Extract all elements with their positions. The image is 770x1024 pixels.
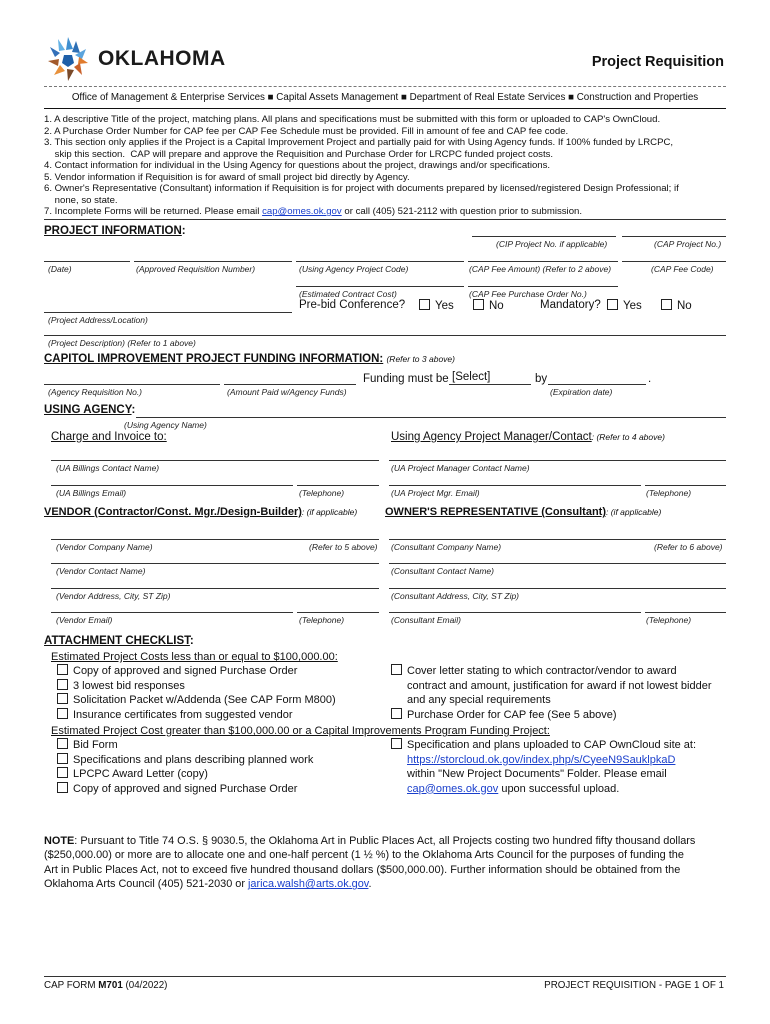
funding-refer: (Refer to 3 above) [386, 354, 455, 364]
group1-item-1-checkbox[interactable] [57, 664, 68, 675]
amount-paid-field[interactable] [224, 384, 356, 385]
vendor-refer-caption: (Refer to 5 above) [309, 542, 378, 552]
owner-rep-heading [385, 506, 661, 518]
consultant-address-caption: (Consultant Address, City, ST Zip) [391, 591, 520, 601]
cip-project-no-caption: (CIP Project No. if applicable) [496, 239, 608, 249]
group1-right-item-1[interactable] [391, 664, 677, 679]
vendor-company-caption: (Vendor Company Name) [56, 542, 153, 552]
po-cap-fee-label: Purchase Order for CAP fee (See 5 above) [407, 708, 617, 721]
project-address-caption: (Project Address/Location) [48, 315, 148, 325]
group1-item-2-checkbox[interactable] [57, 679, 68, 690]
pm-email-field[interactable] [389, 485, 641, 486]
billing-telephone-caption: (Telephone) [299, 488, 345, 498]
date-caption: (Date) [48, 264, 72, 274]
attachment-colon: : [189, 635, 194, 647]
prebid-no-option[interactable] [473, 299, 504, 312]
instruction-4: 4. Contact information for individual in the Using Agency for questions about the project, drawings and/or specifications. [44, 160, 551, 171]
pm-contact-title: Using Agency Project Manager/Contact [391, 431, 592, 443]
consultant-address-field[interactable] [389, 588, 726, 589]
group1-item-3[interactable] [57, 693, 336, 708]
owncloud-upload-checkbox[interactable] [391, 738, 402, 749]
vendor-applicable: : (if applicable) [301, 507, 358, 517]
cap-fee-amount-field[interactable] [468, 261, 618, 262]
group1-item-4-checkbox[interactable] [57, 708, 68, 719]
vendor-heading [44, 506, 357, 518]
funding-select-dropdown[interactable] [449, 370, 531, 385]
group1-item-1[interactable] [57, 664, 297, 679]
instruction-3: 3. This section only applies if the Project is a Capital Improvement Project and partially paid for with Using Agency funds. If 100% funded by LRCPC, [44, 137, 674, 148]
cap-fee-code-field[interactable] [622, 261, 726, 262]
agency-project-code-caption: (Using Agency Project Code) [299, 264, 409, 274]
instruction-1: 1. A descriptive Title of the project, matching plans. All plans and specifications must be submitted with this form or uploaded to CAP's OwnCloud. [44, 114, 661, 125]
project-description-caption: (Project Description) (Refer to 1 above) [48, 338, 196, 348]
group2-item-4[interactable] [57, 782, 297, 797]
funding-title: CAPITOL IMPROVEMENT PROJECT FUNDING INFORMATION: [44, 353, 384, 365]
group2-item-2-checkbox[interactable] [57, 753, 68, 764]
note-line-4-text: Oklahoma Arts Council (405) 521-2030 or [44, 878, 249, 891]
owncloud-line-3: within "New Project Documents" Folder. Please email [407, 768, 667, 780]
logo-star-icon [42, 35, 94, 83]
group1-item-1-label: Copy of approved and signed Purchase Order [73, 665, 298, 677]
group2-item-4-checkbox[interactable] [57, 782, 68, 793]
cap-fee-amount-caption: (CAP Fee Amount) (Refer to 2 above) [469, 264, 612, 274]
agency-project-code-field[interactable] [296, 261, 464, 262]
vendor-address-caption: (Vendor Address, City, ST Zip) [56, 591, 171, 601]
vendor-telephone-field[interactable] [297, 612, 379, 613]
arts-email-link[interactable]: jarica.walsh@arts.ok.gov [248, 878, 369, 891]
vendor-title: VENDOR (Contractor/Const. Mgr./Design-Builder) [44, 506, 302, 518]
group2-item-4-label: Copy of approved and signed Purchase Order [73, 782, 298, 795]
group1-title: Estimated Project Costs less than or equal to $100,000.00: [51, 651, 338, 663]
using-agency-heading [44, 404, 135, 416]
agency-requisition-caption: (Agency Requisition No.) [48, 387, 143, 397]
amount-paid-caption: (Amount Paid w/Agency Funds) [227, 387, 347, 397]
consultant-email-field[interactable] [389, 612, 641, 613]
project-description-field[interactable] [44, 335, 726, 336]
attachment-title: ATTACHMENT CHECKLIST [44, 635, 190, 647]
prebid-yes-checkbox[interactable] [419, 299, 430, 310]
logo-text: OKLAHOMA [98, 47, 226, 70]
group1-right-item-2[interactable] [391, 708, 617, 723]
group2-title: Estimated Project Cost greater than $100,000.00 or a Capital Improvements Program Funding Project: [51, 725, 550, 737]
note-line-2: ($250,000.00) or more are to allocate one and one-half percent (1 ½ %) to the Oklahoma Arts Council for the purposes of funding the [44, 849, 684, 862]
funding-must-be-label: Funding must be [363, 373, 449, 385]
note-line-3: Art in Public Places Act, not to exceed five hundred thousand dollars ($500,000.00). Further information should be obtained from the [44, 863, 681, 876]
owncloud-after: upon successful upload. [498, 782, 620, 795]
owner-rep-refer-caption: (Refer to 6 above) [654, 542, 723, 552]
vendor-contact-caption: (Vendor Contact Name) [56, 566, 146, 576]
owner-rep-title: OWNER'S REPRESENTATIVE (Consultant) [385, 506, 606, 518]
pm-telephone-caption: (Telephone) [646, 488, 692, 498]
group1-item-2[interactable] [57, 679, 185, 694]
group2-item-1[interactable] [57, 738, 118, 753]
cap-email-link[interactable]: cap@omes.ok.gov [262, 206, 342, 217]
mandatory-label: Mandatory? [540, 299, 601, 311]
prebid-no-label: No [489, 300, 504, 312]
instruction-5: 5. Vendor information if Requisition is for award of small project bid directly by Agency. [44, 171, 410, 183]
project-address-field[interactable] [44, 312, 292, 313]
mandatory-yes-label: Yes [623, 300, 642, 312]
po-cap-fee-checkbox[interactable] [391, 708, 402, 719]
note-line-1 [44, 834, 728, 848]
group1-item-2-label: 3 lowest bid responses [73, 679, 185, 692]
art-note [44, 834, 728, 892]
project-info-title: PROJECT INFORMATION [44, 225, 182, 237]
cover-letter-line-3: and any special requirements [407, 694, 551, 706]
project-info-colon: : [181, 225, 186, 237]
group1-item-3-label: Solicitation Packet w/Addenda (See CAP Form M800) [73, 694, 336, 706]
mandatory-no-label: No [677, 300, 692, 312]
pm-telephone-field[interactable] [645, 485, 726, 486]
owncloud-line-1: Specification and plans uploaded to CAP OwnCloud site at: [407, 739, 697, 751]
form-title: Project Requisition [591, 54, 724, 70]
group2-right-item[interactable] [391, 738, 696, 753]
owncloud-email-link[interactable]: cap@omes.ok.gov [407, 782, 499, 795]
note-line-1-text: : Pursuant to Title 74 O.S. § 9030.5, the Oklahoma Art in Public Places Act, all Projects costing two hundred fifty thousand dollars [74, 835, 696, 847]
form-code: M701 [98, 980, 123, 991]
consultant-contact-caption: (Consultant Contact Name) [391, 566, 494, 576]
charge-invoice-label: Charge and Invoice to: [51, 431, 167, 443]
instruction-2: 2. A Purchase Order Number for CAP fee per CAP Fee Schedule must be provided. Fill in amount of fee and CAP fee code. [44, 125, 569, 137]
using-agency-name-field[interactable] [136, 417, 726, 418]
mandatory-yes-option[interactable] [607, 299, 642, 312]
note-period: . [368, 878, 372, 891]
group2-item-3-label: LPCPC Award Letter (copy) [73, 768, 208, 780]
cap-fee-code-caption: (CAP Fee Code) [651, 264, 714, 274]
owncloud-link[interactable]: https://storcloud.ok.gov/index.php/s/CyeeN9SauklpkaD [407, 753, 676, 766]
mandatory-no-option[interactable] [661, 299, 692, 312]
funding-heading [44, 353, 455, 365]
pm-email-caption: (UA Project Mgr. Email) [391, 488, 480, 498]
cover-letter-line-2: contract and amount, justification for award if not lowest bidder [407, 679, 712, 692]
prebid-conference-label: Pre-bid Conference? [299, 299, 406, 311]
group2-item-2-label: Specifications and plans describing planned work [73, 753, 314, 766]
instruction-7-after: or call (405) 521-2112 with question prior to submission. [341, 206, 583, 217]
instruction-7-text: 7. Incomplete Forms will be returned. Please email [44, 206, 263, 217]
instruction-3-cont: skip this section. CAP will prepare and approve the Requisition and Purchase Order for LRCPC funded project costs. [44, 148, 554, 160]
owner-rep-applicable: : (if applicable) [606, 507, 662, 517]
cap-project-no-caption: (CAP Project No.) [654, 239, 722, 249]
billing-email-field[interactable] [51, 485, 293, 486]
approved-requisition-field[interactable] [134, 261, 292, 262]
pm-contact-label [391, 431, 665, 443]
consultant-contact-field[interactable] [389, 563, 726, 564]
vendor-address-field[interactable] [51, 588, 379, 589]
cap-project-no-field[interactable] [622, 236, 726, 237]
vendor-telephone-caption: (Telephone) [299, 615, 345, 625]
note-label: NOTE [44, 835, 75, 847]
vendor-email-field[interactable] [51, 612, 293, 613]
billing-telephone-field[interactable] [297, 485, 379, 486]
form-date: (04/2022) [122, 980, 168, 991]
pm-contact-name-caption: (UA Project Manager Contact Name) [391, 463, 530, 473]
agency-requisition-field[interactable] [44, 384, 220, 385]
period-mark: . [648, 373, 652, 385]
group2-item-2[interactable] [57, 753, 313, 768]
instruction-7 [44, 206, 582, 217]
estimated-contract-cost-caption: (Estimated Contract Cost) [299, 289, 397, 299]
consultant-company-field[interactable] [389, 539, 726, 540]
vendor-email-caption: (Vendor Email) [56, 615, 113, 625]
consultant-telephone-caption: (Telephone) [646, 615, 692, 625]
attachment-heading [44, 635, 194, 647]
consultant-telephone-field[interactable] [645, 612, 726, 613]
pm-contact-name-field[interactable] [389, 460, 726, 461]
consultant-email-caption: (Consultant Email) [391, 615, 461, 625]
using-agency-name-caption: (Using Agency Name) [124, 420, 207, 430]
vendor-contact-field[interactable] [51, 563, 379, 564]
pm-contact-refer: : (Refer to 4 above) [591, 432, 665, 442]
instruction-6: 6. Owner's Representative (Consultant) information if Requisition is for project with documents prepared by licensed/registered Design Professional; if [44, 183, 679, 194]
owncloud-line-4 [407, 782, 619, 797]
form-number [44, 980, 167, 991]
group2-item-1-checkbox[interactable] [57, 738, 68, 749]
approved-requisition-caption: (Approved Requisition Number) [136, 264, 256, 274]
prebid-yes-option[interactable] [419, 299, 454, 312]
group1-item-4-label: Insurance certificates from suggested vendor [73, 708, 293, 721]
group1-item-3-checkbox[interactable] [57, 693, 68, 704]
funding-select-value: [Select] [452, 371, 491, 383]
oklahoma-logo [42, 35, 232, 83]
expiration-date-field[interactable] [548, 384, 646, 385]
cap-fee-po-field[interactable] [468, 286, 618, 287]
group2-item-1-label: Bid Form [73, 739, 118, 751]
billing-email-caption: (UA Billings Email) [56, 488, 127, 498]
estimated-contract-cost-field[interactable] [296, 286, 464, 287]
cap-fee-po-caption: (CAP Fee Purchase Order No.) [469, 289, 587, 299]
using-agency-title: USING AGENCY [44, 404, 132, 416]
group2-item-3-checkbox[interactable] [57, 767, 68, 778]
prebid-no-checkbox[interactable] [473, 299, 484, 310]
group1-item-4[interactable] [57, 708, 293, 723]
mandatory-yes-checkbox[interactable] [607, 299, 618, 310]
by-label: by [535, 373, 548, 385]
date-field[interactable] [44, 261, 130, 262]
using-agency-colon: : [131, 404, 136, 416]
cip-project-no-field[interactable] [472, 236, 616, 237]
billing-contact-caption: (UA Billings Contact Name) [56, 463, 160, 473]
cover-letter-checkbox[interactable] [391, 664, 402, 675]
mandatory-no-checkbox[interactable] [661, 299, 672, 310]
note-line-4 [44, 877, 728, 891]
instruction-6-cont: none, so state. [44, 194, 118, 206]
prebid-yes-label: Yes [435, 300, 454, 312]
form-prefix: CAP FORM [44, 980, 99, 991]
consultant-company-caption: (Consultant Company Name) [391, 542, 502, 552]
project-info-heading [44, 225, 186, 237]
cover-letter-line-1: Cover letter stating to which contractor/vendor to award [407, 665, 677, 677]
expiration-date-caption: (Expiration date) [550, 387, 613, 397]
billing-contact-field[interactable] [51, 460, 379, 461]
page-info: PROJECT REQUISITION - PAGE 1 OF 1 [544, 980, 724, 991]
department-line: Office of Management & Enterprise Services ■ Capital Assets Management ■ Department of Real Estate Services ■ Construction and Properties [71, 92, 699, 103]
vendor-company-field[interactable] [51, 539, 379, 540]
group2-item-3[interactable] [57, 767, 208, 782]
